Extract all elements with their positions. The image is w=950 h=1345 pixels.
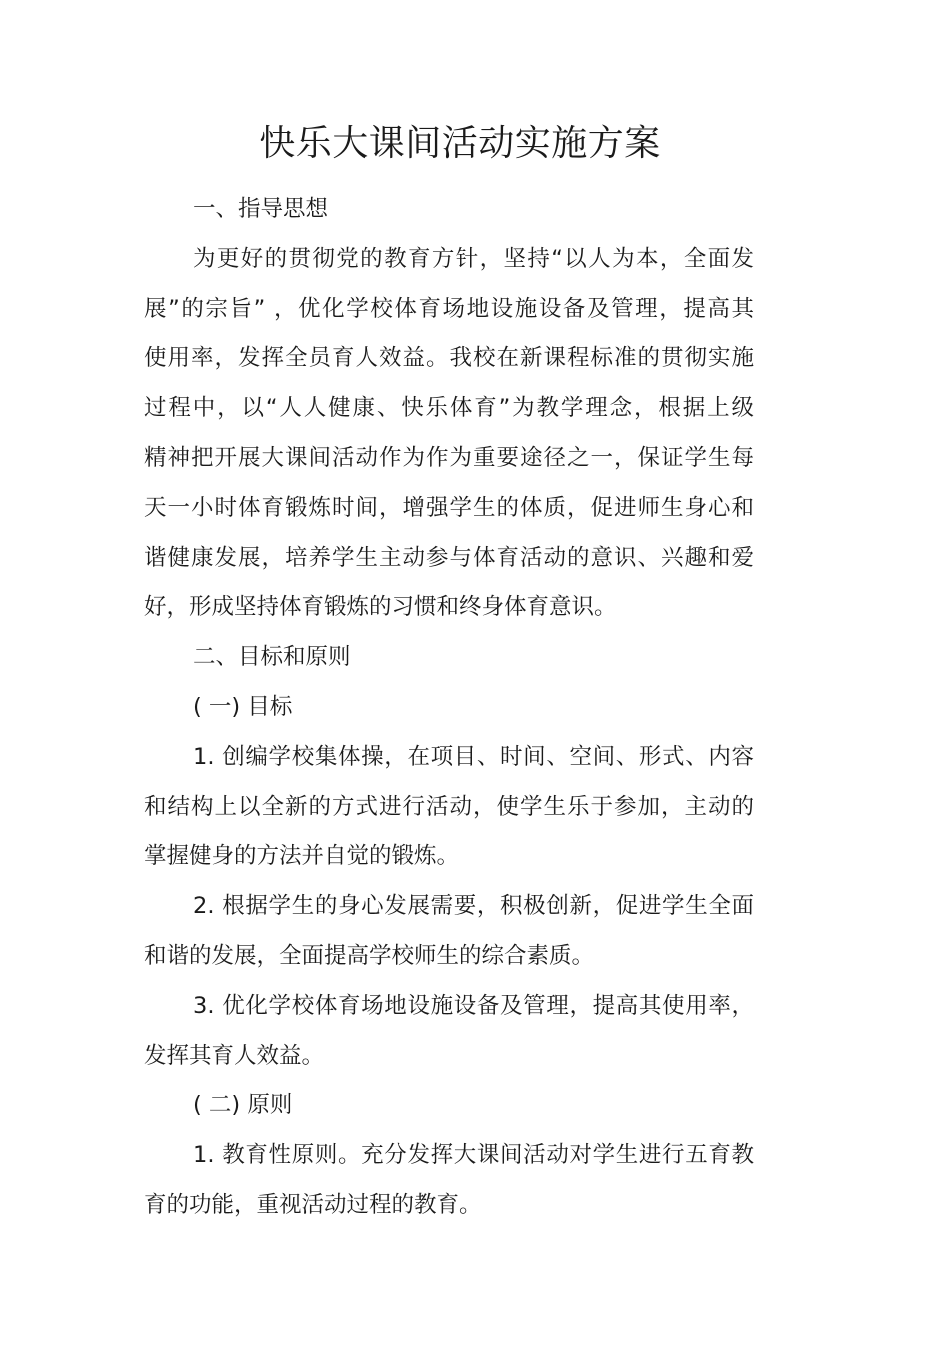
text-line: 使用率，发挥全员育人效益。我校在新课程标准的贯彻实施 <box>144 345 754 372</box>
text-line: 发挥其育人效益。 <box>144 1042 325 1069</box>
text-line: 精神把开展大课间活动作为作为重要途径之一，保证学生每 <box>144 444 754 471</box>
text-line: 掌握健身的方法并自觉的锻炼。 <box>144 843 460 870</box>
text-line: 和结构上以全新的方式进行活动，使学生乐于参加，主动的 <box>144 793 754 820</box>
text-line: 二、目标和原则 <box>193 644 351 671</box>
text-line: ( 二) 原则 <box>193 1092 293 1119</box>
document-title: 快乐大课间活动实施方案 <box>259 123 661 164</box>
text-line: 一、指导思想 <box>193 196 329 222</box>
text-line: 过程中，以“人人健康、快乐体育”为教学理念，根据上级 <box>144 395 754 422</box>
text-line: 和谐的发展，全面提高学校师生的综合素质。 <box>144 942 595 969</box>
text-line: 2. 根据学生的身心发展需要，积极创新，促进学生全面 <box>193 893 754 920</box>
text-line: 好，形成坚持体育锻炼的习惯和终身体育意识。 <box>144 594 617 621</box>
text-line: 为更好的贯彻党的教育方针，坚持“以人为本，全面发 <box>193 245 754 272</box>
text-line: 谐健康发展，培养学生主动参与体育活动的意识、兴趣和爱 <box>144 544 754 571</box>
text-line: 3. 优化学校体育场地设施设备及管理，提高其使用率， <box>193 992 754 1019</box>
text-line: ( 一) 目标 <box>193 693 293 720</box>
document-body <box>144 185 754 1231</box>
text-line: 育的功能，重视活动过程的教育。 <box>144 1191 482 1218</box>
text-line: 天一小时体育锻炼时间，增强学生的体质，促进师生身心和 <box>144 494 754 521</box>
text-line: 1. 教育性原则。充分发挥大课间活动对学生进行五育教 <box>193 1142 754 1169</box>
text-line: 展”的宗旨” ，优化学校体育场地设施设备及管理，提高其 <box>144 295 754 322</box>
text-line: 1. 创编学校集体操，在项目、时间、空间、形式、内容 <box>193 743 754 770</box>
